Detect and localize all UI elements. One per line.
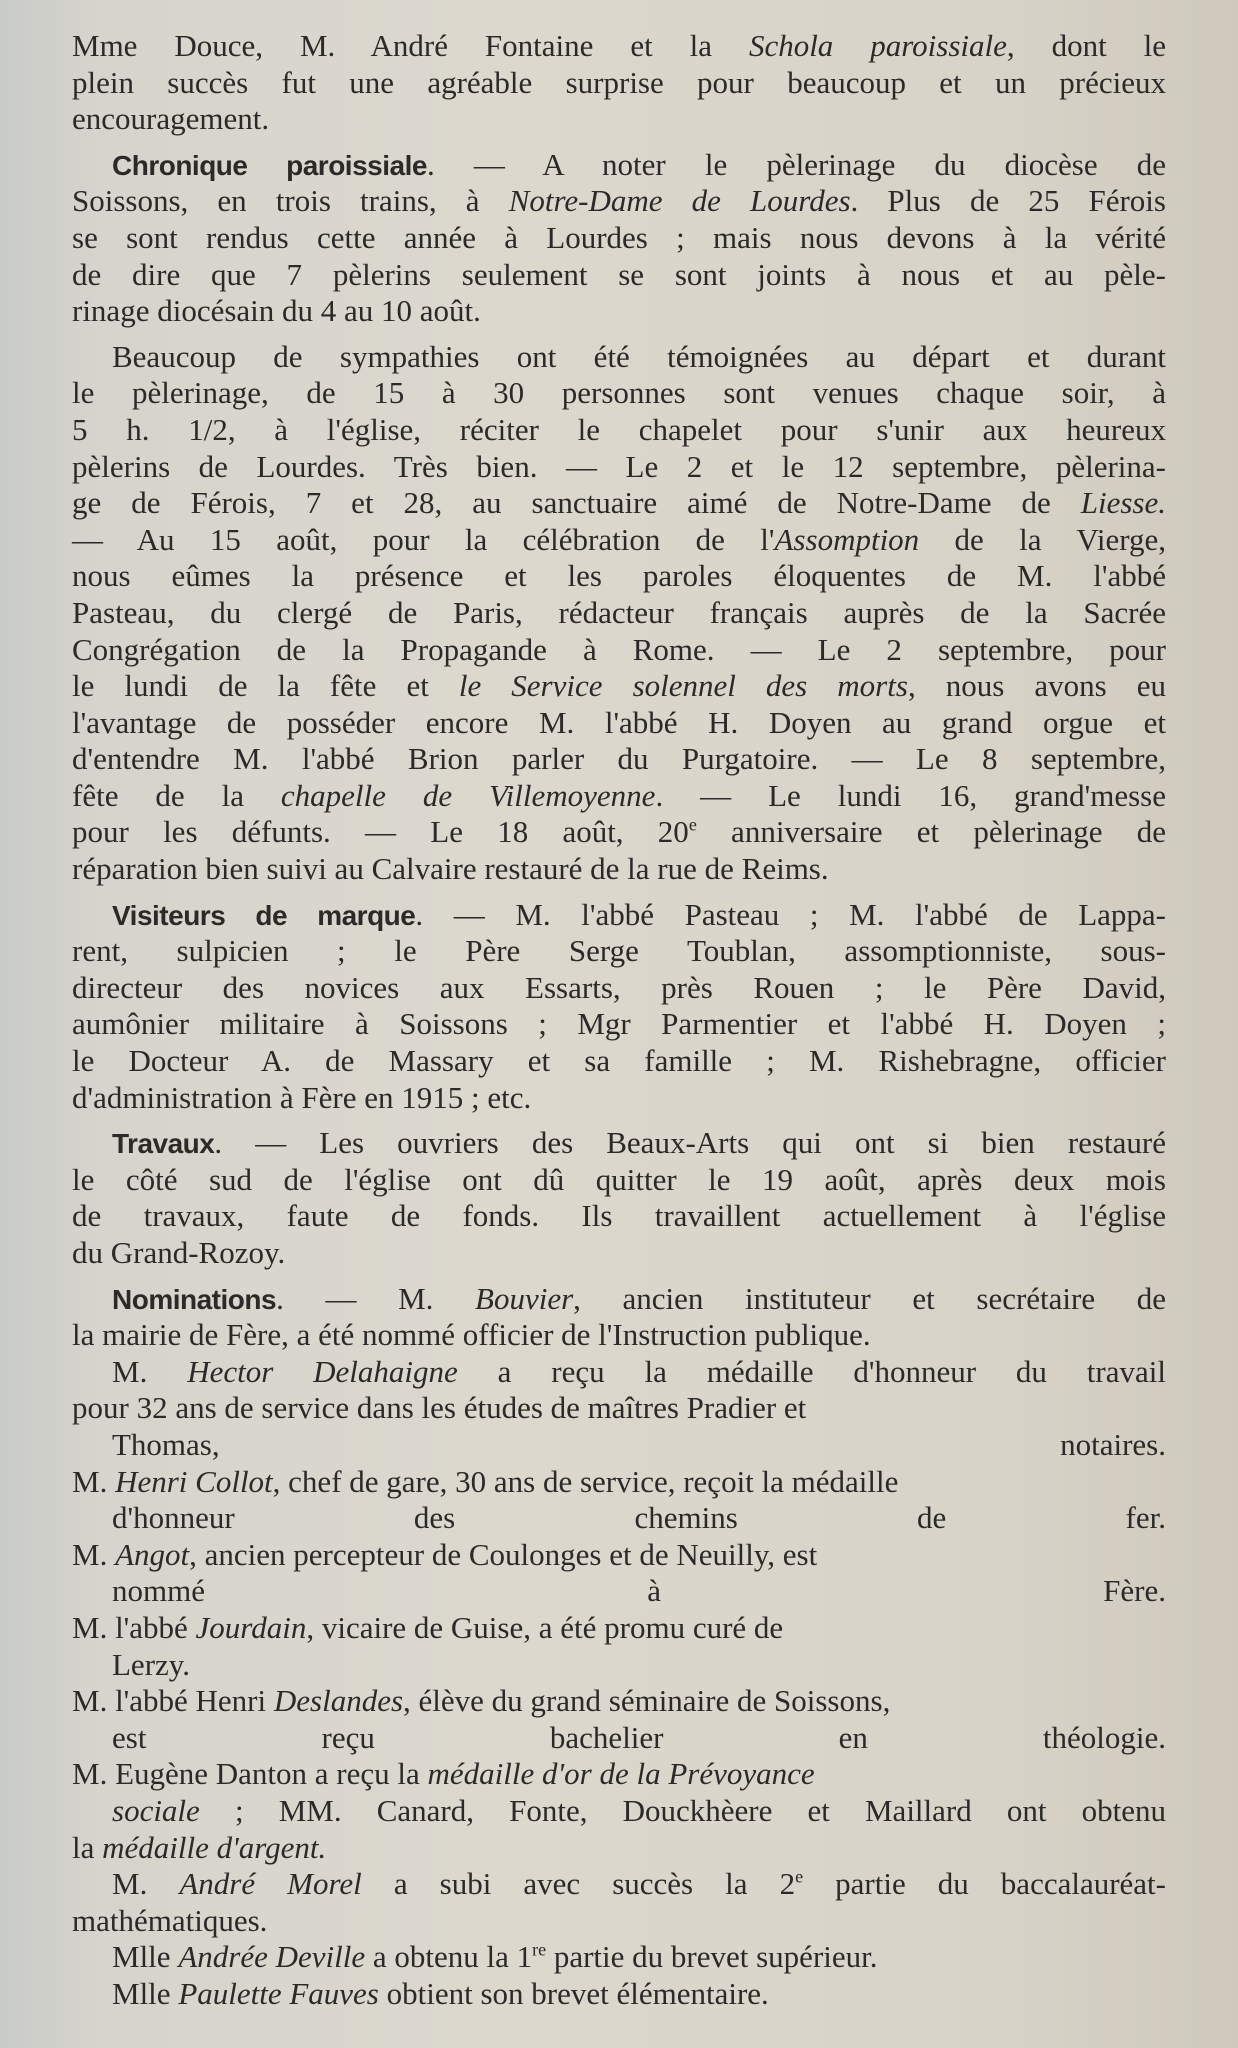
text-run: , élève du grand séminaire de Soissons, [403,1683,891,1719]
text-line [72,1683,1166,1720]
text-run: ; MM. Canard, Fonte, Douckhèere et Maillard ont obtenu [199,1792,1166,1828]
text-line [72,814,1166,851]
text-run: , dont le [1006,28,1166,63]
italic-text: Andrée Deville [178,1939,366,1975]
text-line [72,65,1166,102]
text-run: . — M. [276,1280,476,1316]
text-run: a subi avec succès la 2 [361,1866,796,1902]
italic-text: Paulette Fauves [178,1975,379,2011]
text-run: partie du baccalauréat- [803,1866,1166,1902]
text-run: Lerzy. [112,1646,191,1682]
text-run: Beaucoup de sympathies ont été témoignées au départ et durant [112,338,1166,374]
italic-text: sociale [112,1792,200,1828]
text-run: pour les défunts. — Le 18 août, 20 [72,814,689,850]
text-run: M. l'abbé Henri [72,1683,274,1719]
text-line [72,339,1166,376]
text-line [72,1537,1166,1574]
text-line [72,632,1166,669]
text-run: a reçu la médaille d'honneur du travail [457,1353,1166,1389]
section-heading: Travaux [112,1128,215,1160]
text-line [72,778,1166,815]
document-page [72,28,1166,2021]
text-run: la [72,1829,103,1865]
text-run: rent, sulpicien ; le Père Serge Toublan, assomptionniste, sous- [72,933,1166,969]
text-line [72,1939,1166,1976]
italic-text: médaille d'or de la Prévoyance [427,1756,815,1792]
text-run: . — A noter le pèlerinage du diocèse de [426,146,1166,182]
text-line [72,1317,1166,1354]
text-line [72,1976,1166,2013]
text-run: nommé à Fère. [112,1573,1166,1609]
text-run: pour 32 ans de service dans les études de maîtres Pradier et [72,1390,807,1426]
text-line [72,1866,1166,1903]
text-line [72,522,1166,559]
italic-text: André Morel [179,1866,362,1902]
text-run: le côté sud de l'église ont dû quitter le 19 août, après deux mois [72,1161,1166,1197]
text-line [72,147,1166,184]
text-run: le lundi de la fête et [72,668,459,704]
text-run: a obtenu la 1 [365,1939,533,1975]
text-run: M. [112,1866,180,1902]
section-heading: Visiteurs de marque [112,899,416,931]
italic-text: le Service solennel des morts [458,668,908,704]
text-line [72,1043,1166,1080]
text-line [72,220,1166,257]
italic-text: chapelle de Villemoyenne [280,777,656,813]
text-run: Mlle [112,1939,179,1975]
text-line [72,741,1166,778]
text-run: M. [72,1536,116,1572]
italic-text: Assomption [774,521,920,557]
text-run: . — Les ouvriers des Beaux-Arts qui ont si bien restauré [214,1125,1166,1161]
text-line [72,1162,1166,1199]
text-line [72,1830,1166,1867]
text-run: directeur des novices aux Essarts, près Rouen ; le Père David, [72,969,1166,1005]
text-line [72,1903,1166,1940]
text-line [72,1573,1166,1610]
text-line [72,1647,1166,1684]
text-run: Mme Douce, M. André Fontaine et la [72,28,749,63]
text-line [72,412,1166,449]
text-run: anniversaire et pèlerinage de [696,814,1166,850]
text-line [72,101,1166,138]
text-run: de travaux, faute de fonds. Ils travaillent actuellement à l'église [72,1198,1166,1234]
text-run: . — M. l'abbé Pasteau ; M. l'abbé de Lappa- [415,896,1166,932]
text-line [72,449,1166,486]
text-run: l'avantage de posséder encore M. l'abbé H. Doyen au grand orgue et [72,704,1166,740]
italic-text: Notre-Dame de Lourdes [508,183,851,219]
text-line [72,1427,1166,1464]
text-line [72,851,1166,888]
italic-text: Henri Collot [115,1463,273,1499]
text-line [72,485,1166,522]
text-line [72,1354,1166,1391]
text-run: rinage diocésain du 4 au 10 août. [72,293,481,329]
paragraph [72,1281,1166,2013]
text-run: , vicaire de Guise, a été promu curé de [306,1609,784,1645]
text-line [72,1125,1166,1162]
text-run: le Docteur A. de Massary et sa famille ; M. Rishebragne, officier [72,1043,1166,1079]
text-run: la mairie de Fère, a été nommé officier de l'Instruction publique. [72,1317,871,1353]
text-run: d'honneur des chemins de fer. [112,1500,1166,1536]
text-line [72,1080,1166,1117]
text-run: . — Le lundi 16, grand'messe [655,777,1166,813]
text-line [72,1756,1166,1793]
text-run: Mlle [112,1975,179,2011]
text-run: M. Eugène Danton a reçu la [72,1756,428,1792]
italic-text: médaille d'argent. [102,1829,327,1865]
text-run: aumônier militaire à Soissons ; Mgr Parmentier et l'abbé H. Doyen ; [72,1006,1166,1042]
text-run: d'administration à Fère en 1915 ; etc. [72,1079,532,1115]
text-line [72,1500,1166,1537]
text-line [72,705,1166,742]
superscript: e [688,815,697,836]
text-run: Congrégation de la Propagande à Rome. — Le 2 septembre, pour [72,631,1166,667]
text-line [72,1390,1166,1427]
text-run: Thomas, notaires. [112,1426,1166,1462]
text-run: obtient son brevet élémentaire. [378,1975,769,2011]
text-line [72,595,1166,632]
superscript: re [532,1939,547,1960]
paragraph [72,339,1166,888]
text-line [72,257,1166,294]
text-run: du Grand-Rozoy. [72,1235,286,1270]
paragraph [72,28,1166,138]
text-run: est reçu bachelier en théologie. [112,1719,1166,1755]
text-line [72,1281,1166,1318]
text-run: de dire que 7 pèlerins seulement se sont joints à nous et au pèle- [72,256,1166,292]
italic-text: Deslandes [273,1683,404,1719]
text-line [72,1720,1166,1757]
text-run: , chef de gare, 30 ans de service, reçoit la médaille [272,1463,899,1499]
text-run: fête de la [72,777,281,813]
text-run: pèlerins de Lourdes. Très bien. — Le 2 et le 12 septembre, pèlerina- [72,448,1166,484]
text-run: réparation bien suivi au Calvaire restauré de la rue de Reims. [72,851,829,887]
text-line [72,1793,1166,1830]
text-run: , nous avons eu [907,668,1166,704]
paragraph [72,1125,1166,1271]
superscript: e [795,1866,804,1887]
text-run: d'entendre M. l'abbé Brion parler du Purgatoire. — Le 8 septembre, [72,741,1166,777]
text-line [72,558,1166,595]
text-line [72,375,1166,412]
text-run: M. l'abbé [72,1609,196,1645]
text-run: de la Vierge, [919,521,1166,557]
italic-text: Hector Delahaigne [187,1353,458,1389]
text-run: plein succès fut une agréable surprise pour beaucoup et un précieux [72,64,1166,100]
text-run: ge de Férois, 7 et 28, au sanctuaire aimé de Notre-Dame de [72,485,1081,521]
text-line [72,1464,1166,1501]
text-line [72,1198,1166,1235]
italic-text: Jourdain [195,1609,307,1645]
text-line [72,668,1166,705]
text-run: Pasteau, du clergé de Paris, rédacteur français auprès de la Sacrée [72,594,1166,630]
text-run: le pèlerinage, de 15 à 30 personnes sont venues chaque soir, à [72,375,1166,411]
text-run: — Au 15 août, pour la célébration de l' [72,521,775,557]
text-run: encouragement. [72,101,270,137]
italic-text: Liesse. [1080,485,1166,521]
text-line [72,933,1166,970]
text-line [72,183,1166,220]
text-line [72,970,1166,1007]
text-run: , ancien percepteur de Coulonges et de Neuilly, est [189,1536,818,1572]
text-run: partie du brevet supérieur. [546,1939,878,1975]
text-line [72,293,1166,330]
text-run: se sont rendus cette année à Lourdes ; mais nous devons à la vérité [72,219,1166,255]
text-line [72,28,1166,65]
text-run: nous eûmes la présence et les paroles éloquentes de M. l'abbé [72,558,1166,594]
italic-text: Schola paroissiale [748,28,1007,63]
italic-text: Angot [115,1536,190,1572]
section-heading: Chronique paroissiale [112,149,427,181]
section-heading: Nominations [112,1283,277,1315]
paragraph [72,897,1166,1117]
text-line [72,897,1166,934]
text-run: , ancien instituteur et secrétaire de [573,1280,1166,1316]
text-line [72,1610,1166,1647]
paragraph [72,147,1166,330]
text-line [72,1006,1166,1043]
text-run: Soissons, en trois trains, à [72,183,509,219]
text-line [72,1235,1166,1272]
italic-text: Bouvier [475,1280,574,1316]
text-run: mathématiques. [72,1902,268,1938]
text-run: 5 h. 1/2, à l'église, réciter le chapelet pour s'unir aux heureux [72,411,1166,447]
text-run: M. [72,1463,116,1499]
text-run: M. [112,1353,188,1389]
text-run: . Plus de 25 Férois [850,183,1166,219]
